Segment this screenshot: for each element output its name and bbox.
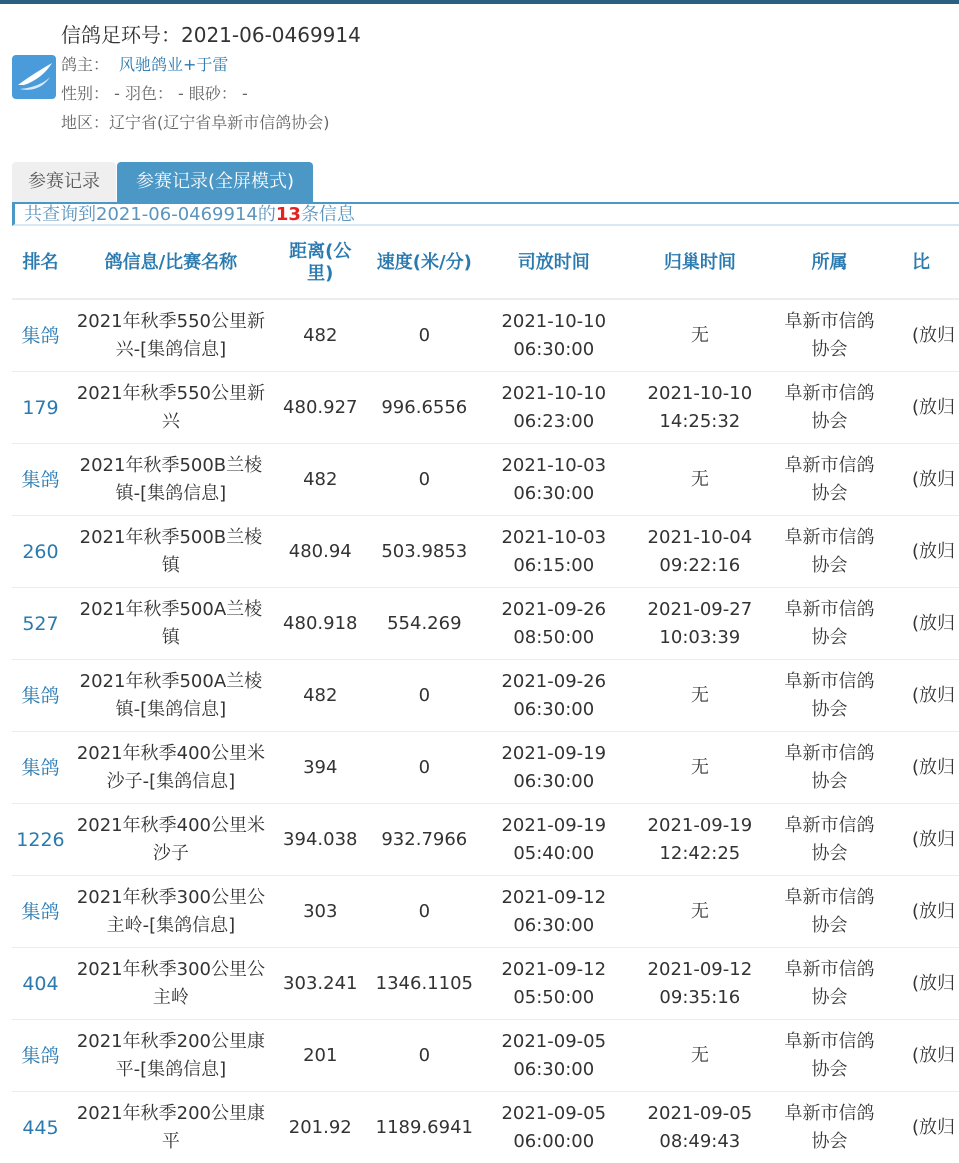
- col-header-release-time[interactable]: 司放时间: [481, 228, 627, 299]
- extra-cell: (放归: [886, 875, 959, 947]
- table-header-row: [12, 228, 959, 299]
- release-time-cell: 2021-09-19 06:30:00: [481, 731, 627, 803]
- distance-cell: 303.241: [273, 947, 368, 1019]
- release-time-cell: 2021-09-26 06:30:00: [481, 659, 627, 731]
- table-row: [12, 875, 959, 947]
- distance-cell: 303: [273, 875, 368, 947]
- return-time-cell: 2021-09-05 08:49:43: [627, 1091, 774, 1163]
- region-value: 辽宁省(辽宁省阜新市信鸽协会): [109, 113, 330, 132]
- race-name-cell: 2021年秋季550公里新兴: [69, 371, 273, 443]
- rank-cell[interactable]: 集鸽: [12, 1019, 69, 1091]
- summary-suffix: 条信息: [300, 204, 355, 225]
- rank-cell[interactable]: 集鸽: [12, 443, 69, 515]
- extra-cell: (放归: [886, 1091, 959, 1163]
- speed-cell: 996.6556: [368, 371, 481, 443]
- speed-cell: 1346.1105: [368, 947, 481, 1019]
- speed-cell: 932.7966: [368, 803, 481, 875]
- return-time-cell: 2021-10-04 09:22:16: [627, 515, 774, 587]
- col-header-speed[interactable]: 速度(米/分): [368, 228, 481, 299]
- table-row: [12, 299, 959, 371]
- return-time-cell: 无: [627, 875, 774, 947]
- org-cell: 阜新市信鸽协会: [773, 515, 886, 587]
- return-time-cell: 2021-09-27 10:03:39: [627, 587, 774, 659]
- org-cell: 阜新市信鸽协会: [773, 947, 886, 1019]
- distance-cell: 482: [273, 443, 368, 515]
- distance-cell: 201.92: [273, 1091, 368, 1163]
- rank-cell[interactable]: 集鸽: [12, 875, 69, 947]
- ring-label: 信鸽足环号：: [61, 23, 181, 47]
- rank-cell[interactable]: 527: [12, 587, 69, 659]
- extra-cell: (放归: [886, 1019, 959, 1091]
- ring-number-line: [61, 20, 361, 50]
- return-time-cell: 2021-09-19 12:42:25: [627, 803, 774, 875]
- col-header-distance[interactable]: 距离(公里): [273, 228, 368, 299]
- race-name-cell: 2021年秋季500A兰棱镇: [69, 587, 273, 659]
- col-header-race[interactable]: 鸽信息/比赛名称: [69, 228, 273, 299]
- org-cell: 阜新市信鸽协会: [773, 587, 886, 659]
- return-time-cell: 无: [627, 659, 774, 731]
- extra-cell: (放归: [886, 947, 959, 1019]
- table-row: [12, 515, 959, 587]
- owner-label: 鸽主：: [61, 55, 110, 74]
- distance-cell: 480.927: [273, 371, 368, 443]
- top-accent-bar: [0, 0, 959, 4]
- distance-cell: 394: [273, 731, 368, 803]
- org-cell: 阜新市信鸽协会: [773, 1019, 886, 1091]
- tab-race-records[interactable]: 参赛记录: [12, 162, 116, 202]
- extra-cell: (放归: [886, 371, 959, 443]
- release-time-cell: 2021-09-12 05:50:00: [481, 947, 627, 1019]
- distance-cell: 201: [273, 1019, 368, 1091]
- table-body: [12, 299, 959, 1163]
- rank-cell[interactable]: 1226: [12, 803, 69, 875]
- extra-cell: (放归: [886, 299, 959, 371]
- org-cell: 阜新市信鸽协会: [773, 731, 886, 803]
- release-time-cell: 2021-10-03 06:30:00: [481, 443, 627, 515]
- race-records-table: [12, 228, 959, 1163]
- col-header-extra[interactable]: 比: [886, 228, 959, 299]
- rank-cell[interactable]: 404: [12, 947, 69, 1019]
- race-name-cell: 2021年秋季500B兰棱镇: [69, 515, 273, 587]
- table-row: [12, 587, 959, 659]
- speed-cell: 0: [368, 299, 481, 371]
- table-row: [12, 659, 959, 731]
- rank-cell[interactable]: 445: [12, 1091, 69, 1163]
- return-time-cell: 无: [627, 443, 774, 515]
- rank-cell[interactable]: 集鸽: [12, 299, 69, 371]
- release-time-cell: 2021-09-26 08:50:00: [481, 587, 627, 659]
- return-time-cell: 2021-09-12 09:35:16: [627, 947, 774, 1019]
- table-row: [12, 731, 959, 803]
- extra-cell: (放归: [886, 659, 959, 731]
- rank-cell[interactable]: 179: [12, 371, 69, 443]
- extra-cell: (放归: [886, 731, 959, 803]
- result-summary: [12, 204, 959, 226]
- rank-cell[interactable]: 集鸽: [12, 659, 69, 731]
- col-header-return-time[interactable]: 归巢时间: [627, 228, 774, 299]
- release-time-cell: 2021-09-05 06:30:00: [481, 1019, 627, 1091]
- race-name-cell: 2021年秋季300公里公主岭: [69, 947, 273, 1019]
- org-cell: 阜新市信鸽协会: [773, 659, 886, 731]
- release-time-cell: 2021-09-05 06:00:00: [481, 1091, 627, 1163]
- org-cell: 阜新市信鸽协会: [773, 299, 886, 371]
- distance-cell: 482: [273, 659, 368, 731]
- owner-link[interactable]: 风驰鸽业+于雷: [119, 55, 229, 74]
- speed-cell: 1189.6941: [368, 1091, 481, 1163]
- speed-cell: 554.269: [368, 587, 481, 659]
- race-name-cell: 2021年秋季400公里米沙子: [69, 803, 273, 875]
- race-name-cell: 2021年秋季400公里米沙子-[集鸽信息]: [69, 731, 273, 803]
- col-header-org[interactable]: 所属: [773, 228, 886, 299]
- table-row: [12, 1091, 959, 1163]
- return-time-cell: 2021-10-10 14:25:32: [627, 371, 774, 443]
- table-row: [12, 371, 959, 443]
- org-cell: 阜新市信鸽协会: [773, 803, 886, 875]
- speed-cell: 0: [368, 731, 481, 803]
- rank-cell[interactable]: 集鸽: [12, 731, 69, 803]
- extra-cell: (放归: [886, 515, 959, 587]
- race-name-cell: 2021年秋季550公里新兴-[集鸽信息]: [69, 299, 273, 371]
- table-row: [12, 803, 959, 875]
- release-time-cell: 2021-09-12 06:30:00: [481, 875, 627, 947]
- distance-cell: 482: [273, 299, 368, 371]
- attributes-line: 性别： - 羽色： - 眼砂： -: [61, 84, 248, 103]
- table-row: [12, 443, 959, 515]
- race-name-cell: 2021年秋季500B兰棱镇-[集鸽信息]: [69, 443, 273, 515]
- speed-cell: 0: [368, 1019, 481, 1091]
- org-cell: 阜新市信鸽协会: [773, 443, 886, 515]
- race-name-cell: 2021年秋季500A兰棱镇-[集鸽信息]: [69, 659, 273, 731]
- extra-cell: (放归: [886, 803, 959, 875]
- distance-cell: 480.918: [273, 587, 368, 659]
- extra-cell: (放归: [886, 443, 959, 515]
- return-time-cell: 无: [627, 731, 774, 803]
- extra-cell: (放归: [886, 587, 959, 659]
- speed-cell: 503.9853: [368, 515, 481, 587]
- race-name-cell: 2021年秋季300公里公主岭-[集鸽信息]: [69, 875, 273, 947]
- race-name-cell: 2021年秋季200公里康平-[集鸽信息]: [69, 1019, 273, 1091]
- return-time-cell: 无: [627, 299, 774, 371]
- speed-cell: 0: [368, 659, 481, 731]
- distance-cell: 480.94: [273, 515, 368, 587]
- col-header-rank[interactable]: 排名: [12, 228, 69, 299]
- ring-number: 2021-06-0469914: [181, 23, 361, 47]
- org-cell: 阜新市信鸽协会: [773, 1091, 886, 1163]
- release-time-cell: 2021-10-10 06:30:00: [481, 299, 627, 371]
- race-name-cell: 2021年秋季200公里康平: [69, 1091, 273, 1163]
- release-time-cell: 2021-09-19 05:40:00: [481, 803, 627, 875]
- return-time-cell: 无: [627, 1019, 774, 1091]
- owner-line: [61, 50, 361, 79]
- org-cell: 阜新市信鸽协会: [773, 875, 886, 947]
- pigeon-info: [61, 20, 361, 137]
- region-line: [61, 108, 361, 137]
- summary-prefix: 共查询到2021-06-0469914的: [24, 204, 276, 225]
- speed-cell: 0: [368, 443, 481, 515]
- org-cell: 阜新市信鸽协会: [773, 371, 886, 443]
- table-row: [12, 1019, 959, 1091]
- table-row: [12, 947, 959, 1019]
- distance-cell: 394.038: [273, 803, 368, 875]
- release-time-cell: 2021-10-10 06:23:00: [481, 371, 627, 443]
- rank-cell[interactable]: 260: [12, 515, 69, 587]
- site-logo-icon: [12, 55, 56, 99]
- region-label: 地区：: [61, 113, 110, 132]
- speed-cell: 0: [368, 875, 481, 947]
- tab-race-records-fullscreen[interactable]: 参赛记录(全屏模式): [117, 162, 313, 202]
- result-count: 13: [275, 204, 301, 225]
- release-time-cell: 2021-10-03 06:15:00: [481, 515, 627, 587]
